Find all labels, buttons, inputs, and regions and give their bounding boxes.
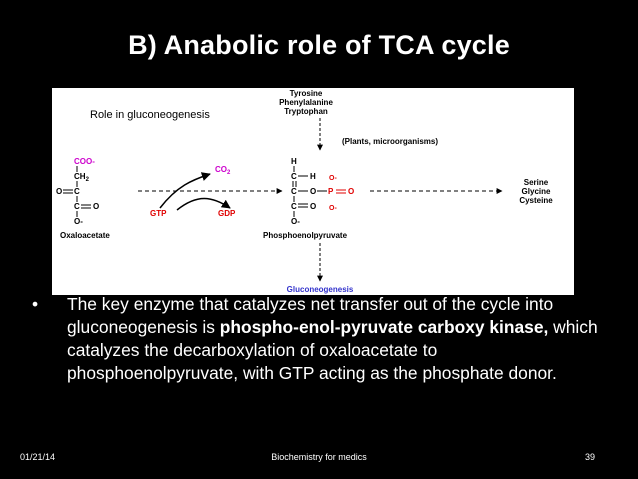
oaa-o-left: O [56, 187, 63, 196]
pep-c3: C [291, 202, 297, 211]
page-number: 39 [585, 452, 596, 462]
pep-label: Phosphoenolpyruvate [263, 231, 348, 240]
pep-p: P [328, 187, 334, 196]
oaa-o-right: O [93, 202, 100, 211]
glycine-label: Glycine [521, 187, 551, 196]
bullet-text-before: The key enzyme that catalyzes net transfer out of the cycle into gluconeogenesis is [67, 294, 554, 337]
serine-label: Serine [523, 178, 549, 187]
oaa-coo: COO- [74, 157, 95, 166]
bullet-text [67, 293, 612, 385]
pep-o: O [310, 187, 317, 196]
pep-o-bottom: O- [329, 205, 337, 212]
pep-c1: C [291, 172, 297, 181]
tryptophan-label: Tryptophan [284, 107, 328, 116]
oaa-c2: C [74, 202, 80, 211]
footer-date: 01/21/14 [20, 452, 56, 462]
oaa-o-bottom: O- [74, 217, 83, 226]
co2-label: $CO_2$ [215, 165, 231, 176]
gluconeogenesis-label: Gluconeogenesis [286, 285, 354, 294]
gtp-label: GTP [150, 209, 167, 218]
pep-o2: O [310, 202, 317, 211]
tyrosine-label: Tyrosine [289, 89, 323, 98]
pep-h: H [291, 157, 297, 166]
slide-title: B) Anabolic role of TCA cycle [128, 30, 510, 60]
pep-o-right: O [348, 187, 355, 196]
pep-o3: O- [291, 217, 300, 226]
pep-o-top: O- [329, 175, 337, 182]
plants-note: (Plants, microorganisms) [342, 137, 439, 146]
gdp-label: GDP [218, 209, 236, 218]
oaa-ch2: $CH_2$ [74, 172, 89, 183]
oaa-c1: C [74, 187, 80, 196]
bullet-marker: • [32, 294, 39, 314]
phenylalanine-label: Phenylalanine [279, 98, 333, 107]
bullet-text-after: which catalyzes the decarboxylation of oxaloacetate to phosphoenolpyruvate, with GTP acting as the phosphate donor. [67, 317, 598, 383]
oxaloacetate-label: Oxaloacetate [60, 231, 110, 240]
cysteine-label: Cysteine [519, 196, 553, 205]
figure-caption: Role in gluconeogenesis [90, 109, 210, 121]
enzyme-name: phospho-enol-pyruvate carboxy kinase, [219, 317, 549, 337]
pathway-figure [52, 88, 574, 295]
footer-title: Biochemistry for medics [271, 452, 367, 462]
pep-c2: C [291, 187, 297, 196]
pep-h2: H [310, 172, 316, 181]
